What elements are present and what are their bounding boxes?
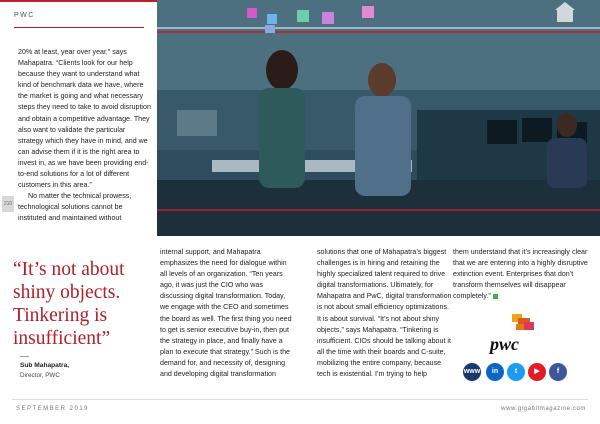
twitter-icon[interactable]: t bbox=[507, 363, 525, 381]
brand-label: PWC bbox=[14, 12, 35, 19]
column-1-text: internal support, and Mahapatra emphasizes the need for dialogue within all levels of an organization. “Ten years ago, it was just the CIO who was discussing digital transformation. Today, we engage with the CEO and sometimes the board as well. The first thing you need to get is senior executive buy-in, then put the strategy in place, and finally have a plan to execute that strategy.” Such is the demand for, and necessity of, designing and developing digital transformation bbox=[160, 248, 292, 379]
column-2-text: solutions that one of Mahapatra’s biggest challenges is in hiring and retaining the highly specialized talent required to drive digital transformations. Ultimately, for Mahapatra and PwC, digital transformation is not about small efficiency optimizations. It is about survival. “It’s not about shiny objects,” says Mahapatra. “Tinkering is insufficient. CIOs should be talking about it all the time with their boards and C-suite, mobilizing the entire company, because tech is existential. I’m trying to help bbox=[317, 248, 452, 379]
left-paragraph-1: 20% at least, year over year,” says Mahapatra. “Clients look for our help because they want to understand what kind of benchmark data we have, where the market is going and what necessary steps they need to take to avoid disruption and obtain a competitive advantage. They also want to validate the particular strategy which they have in mind, and we can advise them if it is the right area to invest in, as we have been providing end-to-end solutions for a lot of different customers in this area.” bbox=[18, 48, 151, 190]
office-photo bbox=[157, 0, 600, 236]
quote-divider bbox=[20, 356, 29, 357]
pwc-logo-text: pwc bbox=[490, 334, 519, 354]
globe-icon[interactable]: www bbox=[463, 363, 481, 381]
body-column-1 bbox=[160, 247, 295, 380]
footer-website-link[interactable]: www.gigabitmagazine.com bbox=[501, 406, 586, 412]
quote-author-title: Director, PWC bbox=[20, 372, 60, 379]
footer-rule bbox=[12, 399, 588, 400]
pull-quote: “It’s not about shiny objects. Tinkering is insufficient” bbox=[13, 259, 125, 349]
header-rule bbox=[14, 27, 144, 28]
end-mark-icon bbox=[493, 294, 498, 299]
body-column-2 bbox=[317, 247, 452, 380]
column-3-body: them understand that it’s increasingly clear that we are entering into a highly disruptive extinction event. Enterprises that don’t transform themselves will disappear completely.” bbox=[453, 248, 588, 301]
left-column bbox=[18, 47, 152, 225]
footer-issue-date: SEPTEMBER 2019 bbox=[16, 406, 90, 412]
youtube-icon[interactable]: ▶ bbox=[528, 363, 546, 381]
facebook-icon[interactable]: f bbox=[549, 363, 567, 381]
linkedin-icon[interactable]: in bbox=[486, 363, 504, 381]
page-number-left: 210 bbox=[2, 196, 14, 212]
quote-author-name: Sub Mahapatra, bbox=[20, 362, 70, 369]
body-column-3 bbox=[453, 247, 588, 302]
left-paragraph-2: No matter the technical prowess, technological solutions cannot be instituted and maintained without bbox=[18, 192, 132, 223]
column-3-text bbox=[453, 247, 588, 302]
